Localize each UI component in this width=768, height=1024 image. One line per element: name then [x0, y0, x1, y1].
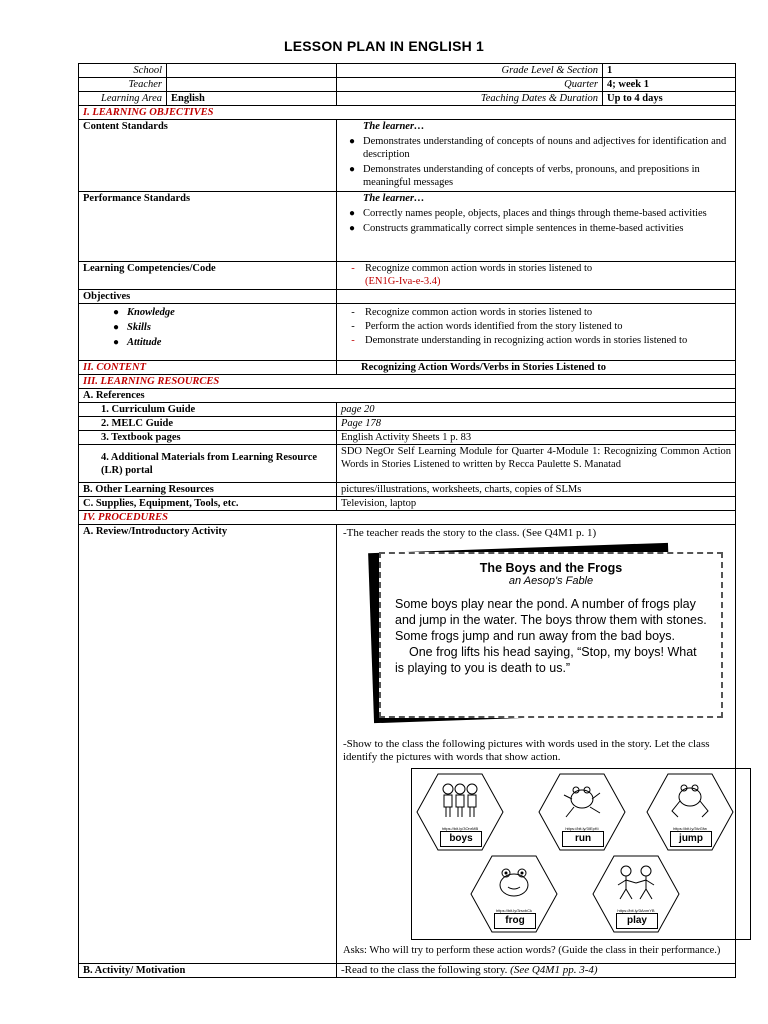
- picture-card-frog: [470, 855, 558, 933]
- story-card: [371, 548, 739, 728]
- references-label: A. References: [79, 389, 736, 403]
- knowledge-label: Knowledge: [127, 307, 175, 318]
- resource-value: SDO NegOr Self Learning Module for Quarter 4-Module 1: Recognizing Common Action Words in Stories Listened to written by Recca Paulette S. Manatad: [337, 445, 736, 483]
- section-learning-resources: III. LEARNING RESOURCES: [79, 375, 736, 389]
- story-title: The Boys and the Frogs: [479, 561, 623, 575]
- picture-word: frog: [494, 913, 536, 929]
- attitude-objective: Demonstrate understanding in recognizing action words in stories listened to: [365, 335, 688, 346]
- frog-jumping-icon: [668, 781, 712, 821]
- picture-url: https://bit.ly/3AnmYB: [617, 908, 655, 913]
- dates-value: Up to 4 days: [603, 92, 736, 106]
- picture-url: https://bit.ly/3OnrMB: [441, 826, 479, 831]
- grade-label: Grade Level & Section: [337, 64, 603, 78]
- dates-label: Teaching Dates & Duration: [337, 92, 603, 106]
- teacher-label: Teacher: [79, 78, 167, 92]
- review-intro: -The teacher reads the story to the class. (See Q4M1 p. 1): [343, 527, 597, 539]
- picture-card-boys: [416, 773, 504, 851]
- motivation-body: [337, 964, 736, 978]
- section-content: II. CONTENT: [79, 361, 337, 375]
- skills-label: Skills: [127, 322, 151, 333]
- other-resources-value: pictures/illustrations, worksheets, charts, copies of SLMs: [337, 483, 736, 497]
- review-asks: Asks: Who will try to perform these action words? (Guide the class in their performance.): [343, 945, 721, 956]
- content-standards-body: The learner… ● Demonstrates understanding of concepts of nouns and adjectives for identification and description ● Demonstrates understanding of concepts of verbs, pronouns, and prepositions in meaningful messages: [337, 120, 736, 192]
- skills-objective: Perform the action words identified from the story listened to: [365, 321, 623, 332]
- content-standard-item: Demonstrates understanding of concepts of nouns and adjectives for identification and description: [363, 136, 727, 160]
- resource-label: 1. Curriculum Guide: [79, 403, 337, 417]
- motivation-label: B. Activity/ Motivation: [79, 964, 337, 978]
- picture-word: run: [562, 831, 604, 847]
- supplies-label: C. Supplies, Equipment, Tools, etc.: [79, 497, 337, 511]
- picture-card-play: [592, 855, 680, 933]
- school-label: School: [79, 64, 167, 78]
- area-label: Learning Area: [79, 92, 167, 106]
- resource-label: 3. Textbook pages: [79, 431, 337, 445]
- motivation-text: -Read to the class the following story.: [341, 964, 511, 976]
- competency-code: (EN1G-Iva-e-3.4): [365, 276, 441, 287]
- picture-word: boys: [440, 831, 482, 847]
- resource-value: English Activity Sheets 1 p. 83: [337, 431, 736, 445]
- competencies-body: - Recognize common action words in stories listened to (EN1G-Iva-e-3.4): [337, 262, 736, 290]
- resource-value: page 20: [337, 403, 736, 417]
- story-panel: [379, 552, 723, 718]
- story-subtitle: an Aesop's Fable: [508, 575, 594, 587]
- picture-card-run: [538, 773, 626, 851]
- picture-word: jump: [670, 831, 712, 847]
- content-value: Recognizing Action Words/Verbs in Stories Listened to: [337, 361, 736, 375]
- performance-standards-lead: The learner…: [363, 193, 425, 204]
- performance-standards-body: The learner… ● Correctly names people, objects, places and things through theme-based activities ● Constructs grammatically correct simple sentences in theme-based activities: [337, 192, 736, 262]
- children-playing-icon: [614, 863, 658, 903]
- picture-url: https://bit.ly/3rsxbCk: [495, 908, 532, 913]
- review-label: A. Review/Introductory Activity: [79, 525, 337, 964]
- frog-icon: [492, 863, 536, 903]
- grade-value: 1: [603, 64, 736, 78]
- picture-url: https://bit.ly/3IEpKt: [565, 826, 599, 831]
- objectives-body: - Recognize common action words in stories listened to - Perform the action words identified from the story listened to - Demonstrate understanding in recognizing action words in stories listened to: [337, 304, 736, 361]
- section-procedures: IV. PROCEDURES: [79, 511, 736, 525]
- frog-running-icon: [560, 781, 604, 821]
- teacher-value: [167, 78, 337, 92]
- quarter-value: 4; week 1: [603, 78, 736, 92]
- supplies-value: Television, laptop: [337, 497, 736, 511]
- competency-text: Recognize common action words in stories listened to: [365, 263, 593, 274]
- other-resources-label: B. Other Learning Resources: [79, 483, 337, 497]
- content-standard-item: Demonstrates understanding of concepts of verbs, pronouns, and prepositions in meaningful messages: [363, 164, 700, 188]
- picture-url: https://bit.ly/3tvGfw: [673, 826, 707, 831]
- resource-label: 2. MELC Guide: [79, 417, 337, 431]
- attitude-label: Attitude: [127, 337, 162, 348]
- picture-word: play: [616, 913, 658, 929]
- motivation-ref: (See Q4M1 pp. 3-4): [510, 964, 598, 976]
- competencies-label: Learning Competencies/Code: [79, 262, 337, 290]
- content-standards-label: Content Standards: [79, 120, 337, 192]
- resource-label: 4. Additional Materials from Learning Resource (LR) portal: [79, 445, 337, 483]
- performance-standard-item: Constructs grammatically correct simple sentences in theme-based activities: [363, 223, 684, 234]
- content-standards-lead: The learner…: [363, 121, 425, 132]
- lesson-plan-table: [78, 63, 735, 978]
- objectives-label: Objectives: [79, 290, 337, 304]
- quarter-label: Quarter: [337, 78, 603, 92]
- objectives-domains: ● Knowledge ● Skills ● Attitude: [79, 304, 337, 361]
- section-learning-objectives: I. LEARNING OBJECTIVES: [79, 106, 736, 120]
- resource-value: Page 178: [337, 417, 736, 431]
- area-value: English: [167, 92, 337, 106]
- picture-card-jump: [646, 773, 734, 851]
- story-paragraph-1: Some boys play near the pond. A number of frogs play and jump in the water. The boys throw them with stones. Some frogs jump and run away from the bad boys.: [395, 597, 707, 643]
- review-body: [337, 525, 736, 964]
- picture-board: [411, 768, 751, 940]
- performance-standard-item: Correctly names people, objects, places and things through theme-based activities: [363, 208, 707, 219]
- performance-standards-label: Performance Standards: [79, 192, 337, 262]
- review-show: -Show to the class the following pictures with words used in the story. Let the class identify the pictures with words that show action.: [343, 738, 710, 763]
- boys-icon: [438, 781, 482, 821]
- school-value: [167, 64, 337, 78]
- page-title: LESSON PLAN IN ENGLISH 1: [283, 38, 485, 54]
- knowledge-objective: Recognize common action words in stories listened to: [365, 307, 593, 318]
- story-paragraph-2: One frog lifts his head saying, “Stop, my boys! What is playing to you is death to us.”: [395, 645, 697, 675]
